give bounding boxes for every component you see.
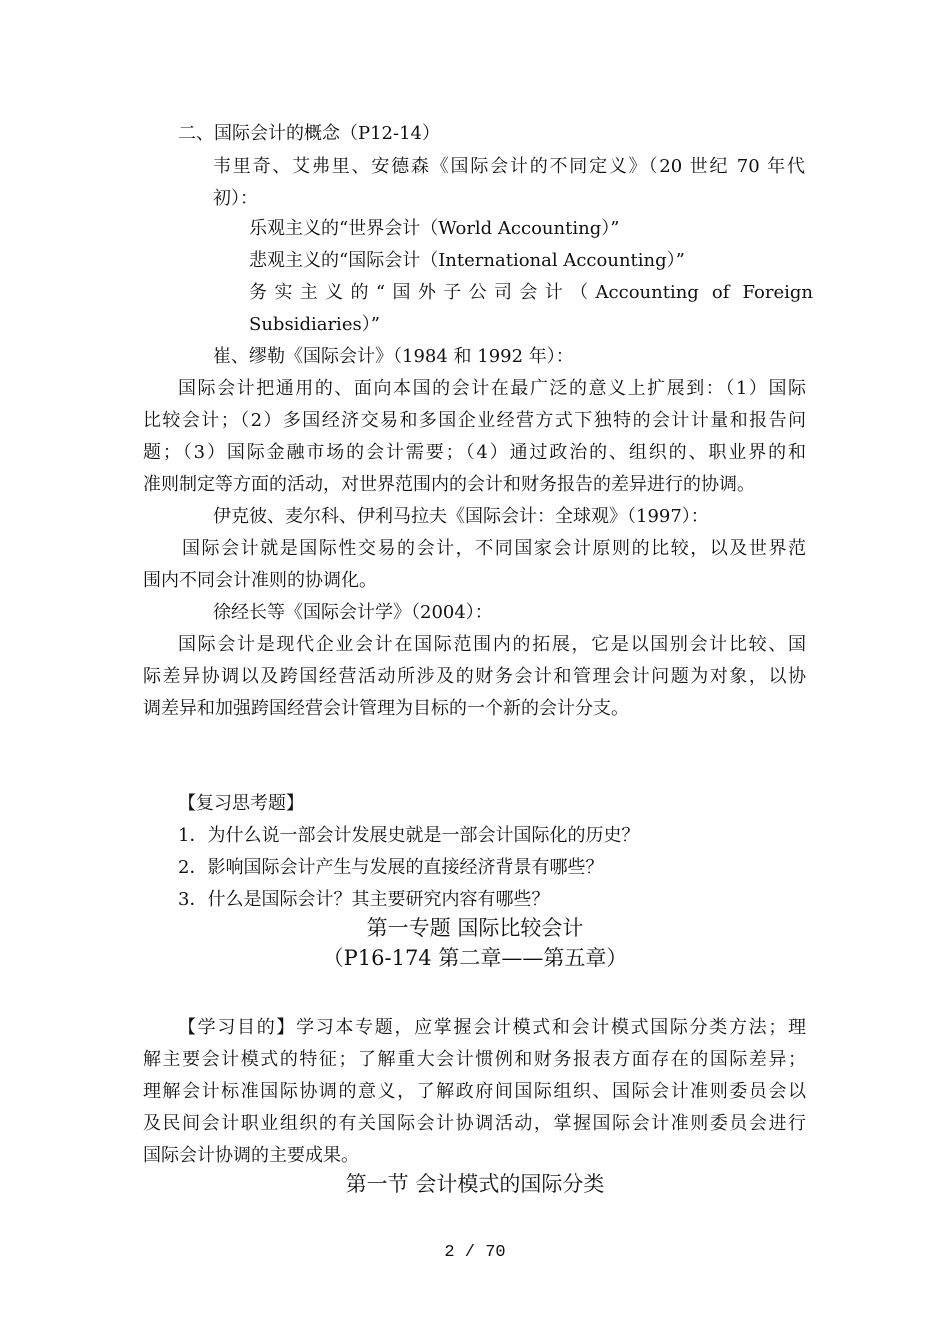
source-line: 徐经长等《国际会计学》（2004）： xyxy=(213,602,493,623)
objective-line: 【学习目的】学习本专题，应掌握会计模式和会计模式国际分类方法；理 xyxy=(178,1017,806,1038)
paragraph-line: 围内不同会计准则的协调化。 xyxy=(143,570,377,591)
paragraph-line: 国际会计是现代企业会计在国际范围内的拓展，它是以国别会计比较、国 xyxy=(178,634,806,655)
paragraph-line: 准则制定等方面的活动，对世界范围内的会计和财务报告的差异进行的协调。 xyxy=(143,474,755,495)
definition-foreign: 务实主义的“国外子公司会计（Accounting of Foreign xyxy=(249,282,813,303)
paragraph-line: 题；（3）国际金融市场的会计需要；（4）通过政治的、组织的、职业界的和 xyxy=(143,442,806,463)
definition-foreign-cont: Subsidiaries）” xyxy=(249,314,380,335)
paragraph-line: 调差异和加强跨国经营会计管理为目标的一个新的会计分支。 xyxy=(143,698,629,719)
paragraph-line: 国际会计把通用的、面向本国的会计在最广泛的意义上扩展到：（1）国际 xyxy=(178,378,806,399)
review-title: 【复习思考题】 xyxy=(178,793,304,814)
source-line: 伊克彼、麦尔科、伊利马拉夫《国际会计：全球观》（1997）： xyxy=(213,506,709,527)
source-line-cont: 初）： xyxy=(213,188,258,209)
section-title: 第一节 会计模式的国际分类 xyxy=(345,1172,605,1196)
topic-title: 第一专题 国际比较会计 xyxy=(366,916,584,940)
definition-world: 乐观主义的“世界会计（World Accounting）” xyxy=(249,218,620,239)
objective-line: 及民间会计职业组织的有关国际会计协调活动，掌握国际会计准则委员会进行 xyxy=(143,1113,806,1134)
review-question: 1．为什么说一部会计发展史就是一部会计国际化的历史？ xyxy=(178,825,640,846)
page-number: 2 / 70 xyxy=(444,1243,506,1262)
source-line: 韦里奇、艾弗里、安德森《国际会计的不同定义》（20 世纪 70 年代 xyxy=(213,156,805,177)
paragraph-line: 际差异协调以及跨国经营活动所涉及的财务会计和管理会计问题为对象，以协 xyxy=(143,666,806,687)
paragraph-line: 国际会计就是国际性交易的会计，不同国家会计原则的比较，以及世界范 xyxy=(182,538,806,559)
review-question: 3．什么是国际会计？其主要研究内容有哪些？ xyxy=(178,889,550,910)
topic-subtitle: （P16-174 第二章——第五章） xyxy=(322,946,628,970)
paragraph-line: 比较会计；（2）多国经济交易和多国企业经营方式下独特的会计计量和报告问 xyxy=(143,410,806,431)
section-heading: 二、国际会计的概念（P12-14） xyxy=(178,123,441,144)
objective-line: 理解会计标准国际协调的意义，了解政府间国际组织、国际会计准则委员会以 xyxy=(143,1081,806,1102)
source-line: 崔、缪勒《国际会计》（1984 和 1992 年）： xyxy=(213,346,574,367)
objective-line: 解主要会计模式的特征；了解重大会计惯例和财务报表方面存在的国际差异； xyxy=(143,1049,806,1070)
review-question: 2．影响国际会计产生与发展的直接经济背景有哪些？ xyxy=(178,857,604,878)
definition-international: 悲观主义的“国际会计（International Accounting）” xyxy=(249,250,685,271)
objective-line: 国际会计协调的主要成果。 xyxy=(143,1145,359,1166)
